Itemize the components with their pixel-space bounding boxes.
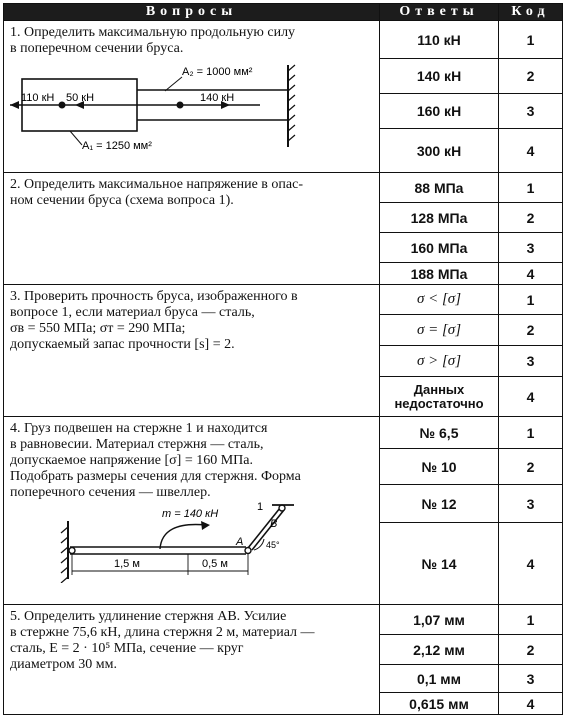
- q3-answer-3[interactable]: σ > [σ]: [380, 346, 499, 377]
- force-110-arrow-icon: [10, 101, 19, 109]
- q5-answer-3[interactable]: 0,1 мм: [380, 665, 499, 693]
- q3-text: 3. Проверить прочность бруса, изображенного в вопросе 1, если материал бруса — сталь, σв = 550 МПа; σт = 290 МПа; допускаемый запас прочности [s] = 2.: [10, 289, 298, 352]
- q2-row-1: [4, 173, 563, 203]
- label-len-2: 0,5 м: [202, 558, 228, 570]
- header-answers: Ответы: [380, 4, 499, 21]
- q3-code-4: 4: [499, 377, 563, 417]
- q2-code-1: 1: [499, 173, 563, 203]
- label-f110: 110 кН: [21, 92, 55, 104]
- q2-answer-1[interactable]: 88 МПа: [380, 173, 499, 203]
- q1-answer-2[interactable]: 140 кН: [380, 59, 499, 94]
- label-point-a: A: [236, 536, 244, 548]
- q5-code-2: 2: [499, 635, 563, 665]
- q2-answer-2[interactable]: 128 МПа: [380, 203, 499, 233]
- q2-text: 2. Определить максимальное напряжение в опас- ном сечении бруса (схема вопроса 1).: [10, 177, 303, 208]
- label-point-b: B: [270, 518, 278, 530]
- q4-answer-4[interactable]: № 14: [380, 523, 499, 605]
- q4-answer-3[interactable]: № 12: [380, 485, 499, 523]
- q1-code-2: 2: [499, 59, 563, 94]
- q1-cell: [4, 21, 380, 173]
- hinge-left: [69, 548, 75, 554]
- q4-code-3: 3: [499, 485, 563, 523]
- test-table: [3, 3, 563, 715]
- label-moment: m = 140 кН: [162, 508, 219, 520]
- a2-leader: [165, 77, 182, 91]
- label-f50: 50 кН: [66, 92, 95, 104]
- q5-answer-2[interactable]: 2,12 мм: [380, 635, 499, 665]
- q1-answer-3[interactable]: 160 кН: [380, 94, 499, 129]
- q1-row-1: [4, 21, 563, 59]
- q4-code-2: 2: [499, 449, 563, 485]
- q5-code-4: 4: [499, 693, 563, 715]
- q3-code-2: 2: [499, 315, 563, 346]
- q4-answer-2[interactable]: № 10: [380, 449, 499, 485]
- q5-text: 5. Определить удлинение стержня AB. Усилие в стержне 75,6 кН, длина стержня 2 м, материал — сталь, E = 2 · 10⁵ МПа, сечение — круг диаметром 30 мм.: [10, 609, 315, 672]
- moment-arc: [160, 525, 206, 550]
- q4-beam-diagram: [10, 501, 310, 583]
- label-angle: 45°: [266, 540, 280, 550]
- q3-cell: [4, 285, 380, 417]
- q5-code-3: 3: [499, 665, 563, 693]
- q2-code-2: 2: [499, 203, 563, 233]
- header-row: [4, 4, 563, 21]
- q1-code-1: 1: [499, 21, 563, 59]
- q2-cell: [4, 173, 380, 285]
- q3-answer-4[interactable]: Данных недостаточно: [380, 377, 499, 417]
- test-sheet: [3, 3, 562, 712]
- header-code: Код: [499, 4, 563, 21]
- q1-code-3: 3: [499, 94, 563, 129]
- q3-answer-1[interactable]: σ < [σ]: [380, 285, 499, 315]
- label-a2: A₂ = 1000 мм²: [182, 66, 253, 78]
- q5-answer-4[interactable]: 0,615 мм: [380, 693, 499, 715]
- q1-code-4: 4: [499, 129, 563, 173]
- q3-code-1: 1: [499, 285, 563, 315]
- q5-cell: [4, 605, 380, 715]
- q4-code-4: 4: [499, 523, 563, 605]
- q2-code-3: 3: [499, 233, 563, 263]
- q3-row-1: [4, 285, 563, 315]
- a1-leader: [70, 131, 82, 145]
- force-140-point: [177, 102, 184, 109]
- label-a1: A₁ = 1250 мм²: [82, 140, 152, 152]
- q5-code-1: 1: [499, 605, 563, 635]
- q4-answer-1[interactable]: № 6,5: [380, 417, 499, 449]
- q2-answer-3[interactable]: 160 МПа: [380, 233, 499, 263]
- label-len-1: 1,5 м: [114, 558, 140, 570]
- q5-row-1: [4, 605, 563, 635]
- q2-code-4: 4: [499, 263, 563, 285]
- label-rod-1: 1: [257, 501, 264, 513]
- wall-hatching: [288, 65, 295, 141]
- label-f140: 140 кН: [200, 92, 235, 104]
- q4-code-1: 1: [499, 417, 563, 449]
- q2-answer-4[interactable]: 188 МПа: [380, 263, 499, 285]
- q1-bar-diagram: [10, 57, 310, 153]
- q1-text: 1. Определить максимальную продольную силу в поперечном сечении бруса.: [10, 25, 296, 56]
- q5-answer-1[interactable]: 1,07 мм: [380, 605, 499, 635]
- q3-code-3: 3: [499, 346, 563, 377]
- beam-wall-hatching: [61, 527, 68, 583]
- q1-answer-4[interactable]: 300 кН: [380, 129, 499, 173]
- moment-arrow-icon: [201, 521, 210, 530]
- q1-answer-1[interactable]: 110 кН: [380, 21, 499, 59]
- q4-cell: [4, 417, 380, 605]
- force-50-point: [59, 102, 66, 109]
- q3-answer-2[interactable]: σ = [σ]: [380, 315, 499, 346]
- q4-row-1: [4, 417, 563, 449]
- header-questions: Вопросы: [4, 4, 380, 21]
- hinge-a: [245, 548, 251, 554]
- q4-text: 4. Груз подвешен на стержне 1 и находится в равновесии. Материал стержня — сталь, допускаемое напряжение [σ] = 160 МПа. Подобрать размеры сечения для стержня. Форма поперечного сечения — швеллер.: [10, 421, 301, 500]
